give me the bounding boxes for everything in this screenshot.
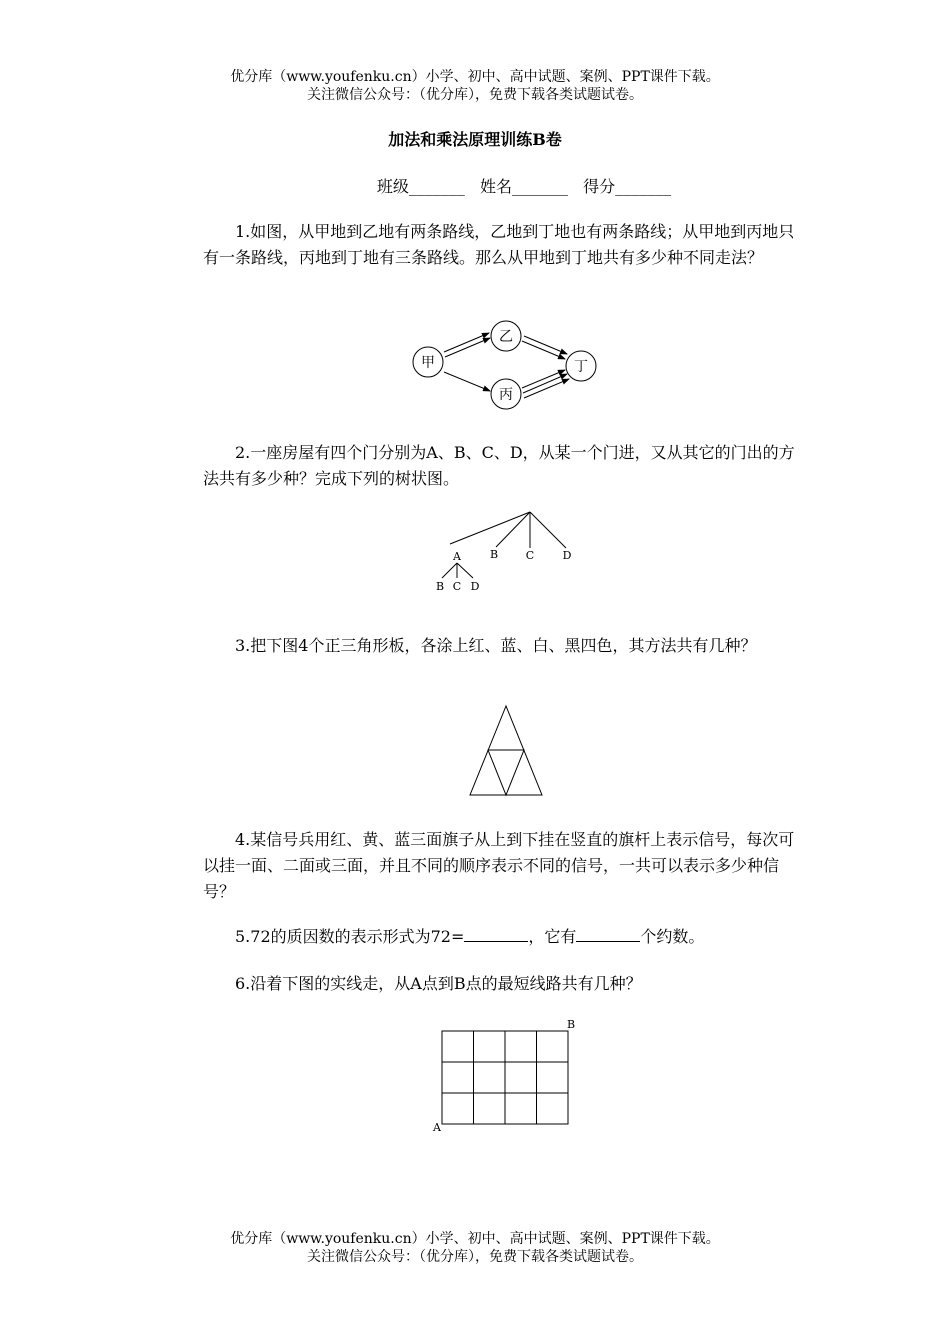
class-label: 班级_______: [376, 177, 465, 196]
route-jia-yi-2: [445, 338, 490, 357]
grid-label-b: B: [566, 1018, 576, 1031]
tree-subnode-b: B: [435, 580, 445, 593]
page-title: 加法和乘法原理训练B卷: [388, 130, 562, 149]
header-line-1: 优分库（www.youfenku.cn）小学、初中、高中试题、案例、PPT课件下载。: [230, 69, 720, 85]
node-bing-label: 丙: [499, 387, 513, 403]
answer-blank-factorization[interactable]: [464, 924, 528, 942]
tree-branch-d: [530, 512, 566, 548]
question-6-text: 6.沿着下图的实线走，从A点到B点的最短线路共有几种？: [235, 974, 642, 993]
node-ding-label: 丁: [574, 359, 588, 375]
tree-node-d: D: [562, 549, 572, 562]
tree-node-c: C: [525, 549, 535, 562]
tree-node-b: B: [489, 548, 499, 561]
question-1-route-diagram: [400, 312, 610, 416]
question-3-triangle-figure: [466, 703, 546, 799]
tree-subbranch-b: [442, 563, 457, 578]
score-label: 得分_______: [583, 177, 672, 196]
tree-subnode-c: C: [452, 580, 462, 593]
name-label: 姓名_______: [479, 177, 568, 196]
route-bing-ding-1: [522, 370, 565, 388]
tree-subnode-d: D: [470, 580, 480, 593]
question-2-tree-diagram: [430, 505, 580, 597]
tree-branch-b: [496, 512, 530, 547]
route-jia-bing: [444, 372, 490, 391]
question-1-text: 1.如图，从甲地到乙地有两条路线，乙地到丁地也有两条路线；从甲地到丙地只有一条路线，丙地到丁地有三条路线。那么从甲地到丁地共有多少种不同走法？: [203, 222, 795, 267]
route-jia-yi-1: [444, 333, 489, 352]
footer-line-1: 优分库（www.youfenku.cn）小学、初中、高中试题、案例、PPT课件下载。: [230, 1231, 720, 1247]
node-jia-label: 甲: [421, 355, 435, 371]
question-5-text: [203, 924, 803, 950]
route-bing-ding-2: [523, 374, 567, 393]
answer-blank-divisor-count[interactable]: [576, 924, 640, 942]
tree-branch-a: [450, 512, 530, 544]
node-yi-label: 乙: [499, 329, 513, 345]
question-5-part-2: ，它有: [528, 927, 577, 946]
question-5-part-1: 5.72的质因数的表示形式为72=: [235, 927, 465, 946]
header-line-2: 关注微信公众号：（优分库），免费下载各类试题试卷。: [307, 87, 643, 103]
route-bing-ding-3: [524, 379, 569, 398]
tree-node-a: A: [453, 550, 461, 563]
tree-subbranch-d: [457, 563, 473, 578]
question-3-text: 3.把下图4个正三角形板，各涂上红、蓝、白、黑四色，其方法共有几种？: [235, 636, 757, 655]
student-info-line: [0, 174, 950, 197]
question-4-text: 4.某信号兵用红、黄、蓝三面旗子从上到下挂在竖直的旗杆上表示信号，每次可以挂一面、二面或三面，并且不同的顺序表示不同的信号，一共可以表示多少种信号？: [203, 830, 795, 901]
question-5-part-3: 个约数。: [640, 927, 705, 946]
question-2-text: 2.一座房屋有四个门分别为A、B、C、D，从某一个门进，又从其它的门出的方法共有多少种？完成下列的树状图。: [203, 443, 795, 488]
grid-label-a: A: [433, 1121, 441, 1134]
inner-triangle: [488, 750, 524, 795]
footer-line-2: 关注微信公众号：（优分库），免费下载各类试题试卷。: [307, 1249, 643, 1265]
question-6-grid-figure: [428, 1014, 580, 1136]
